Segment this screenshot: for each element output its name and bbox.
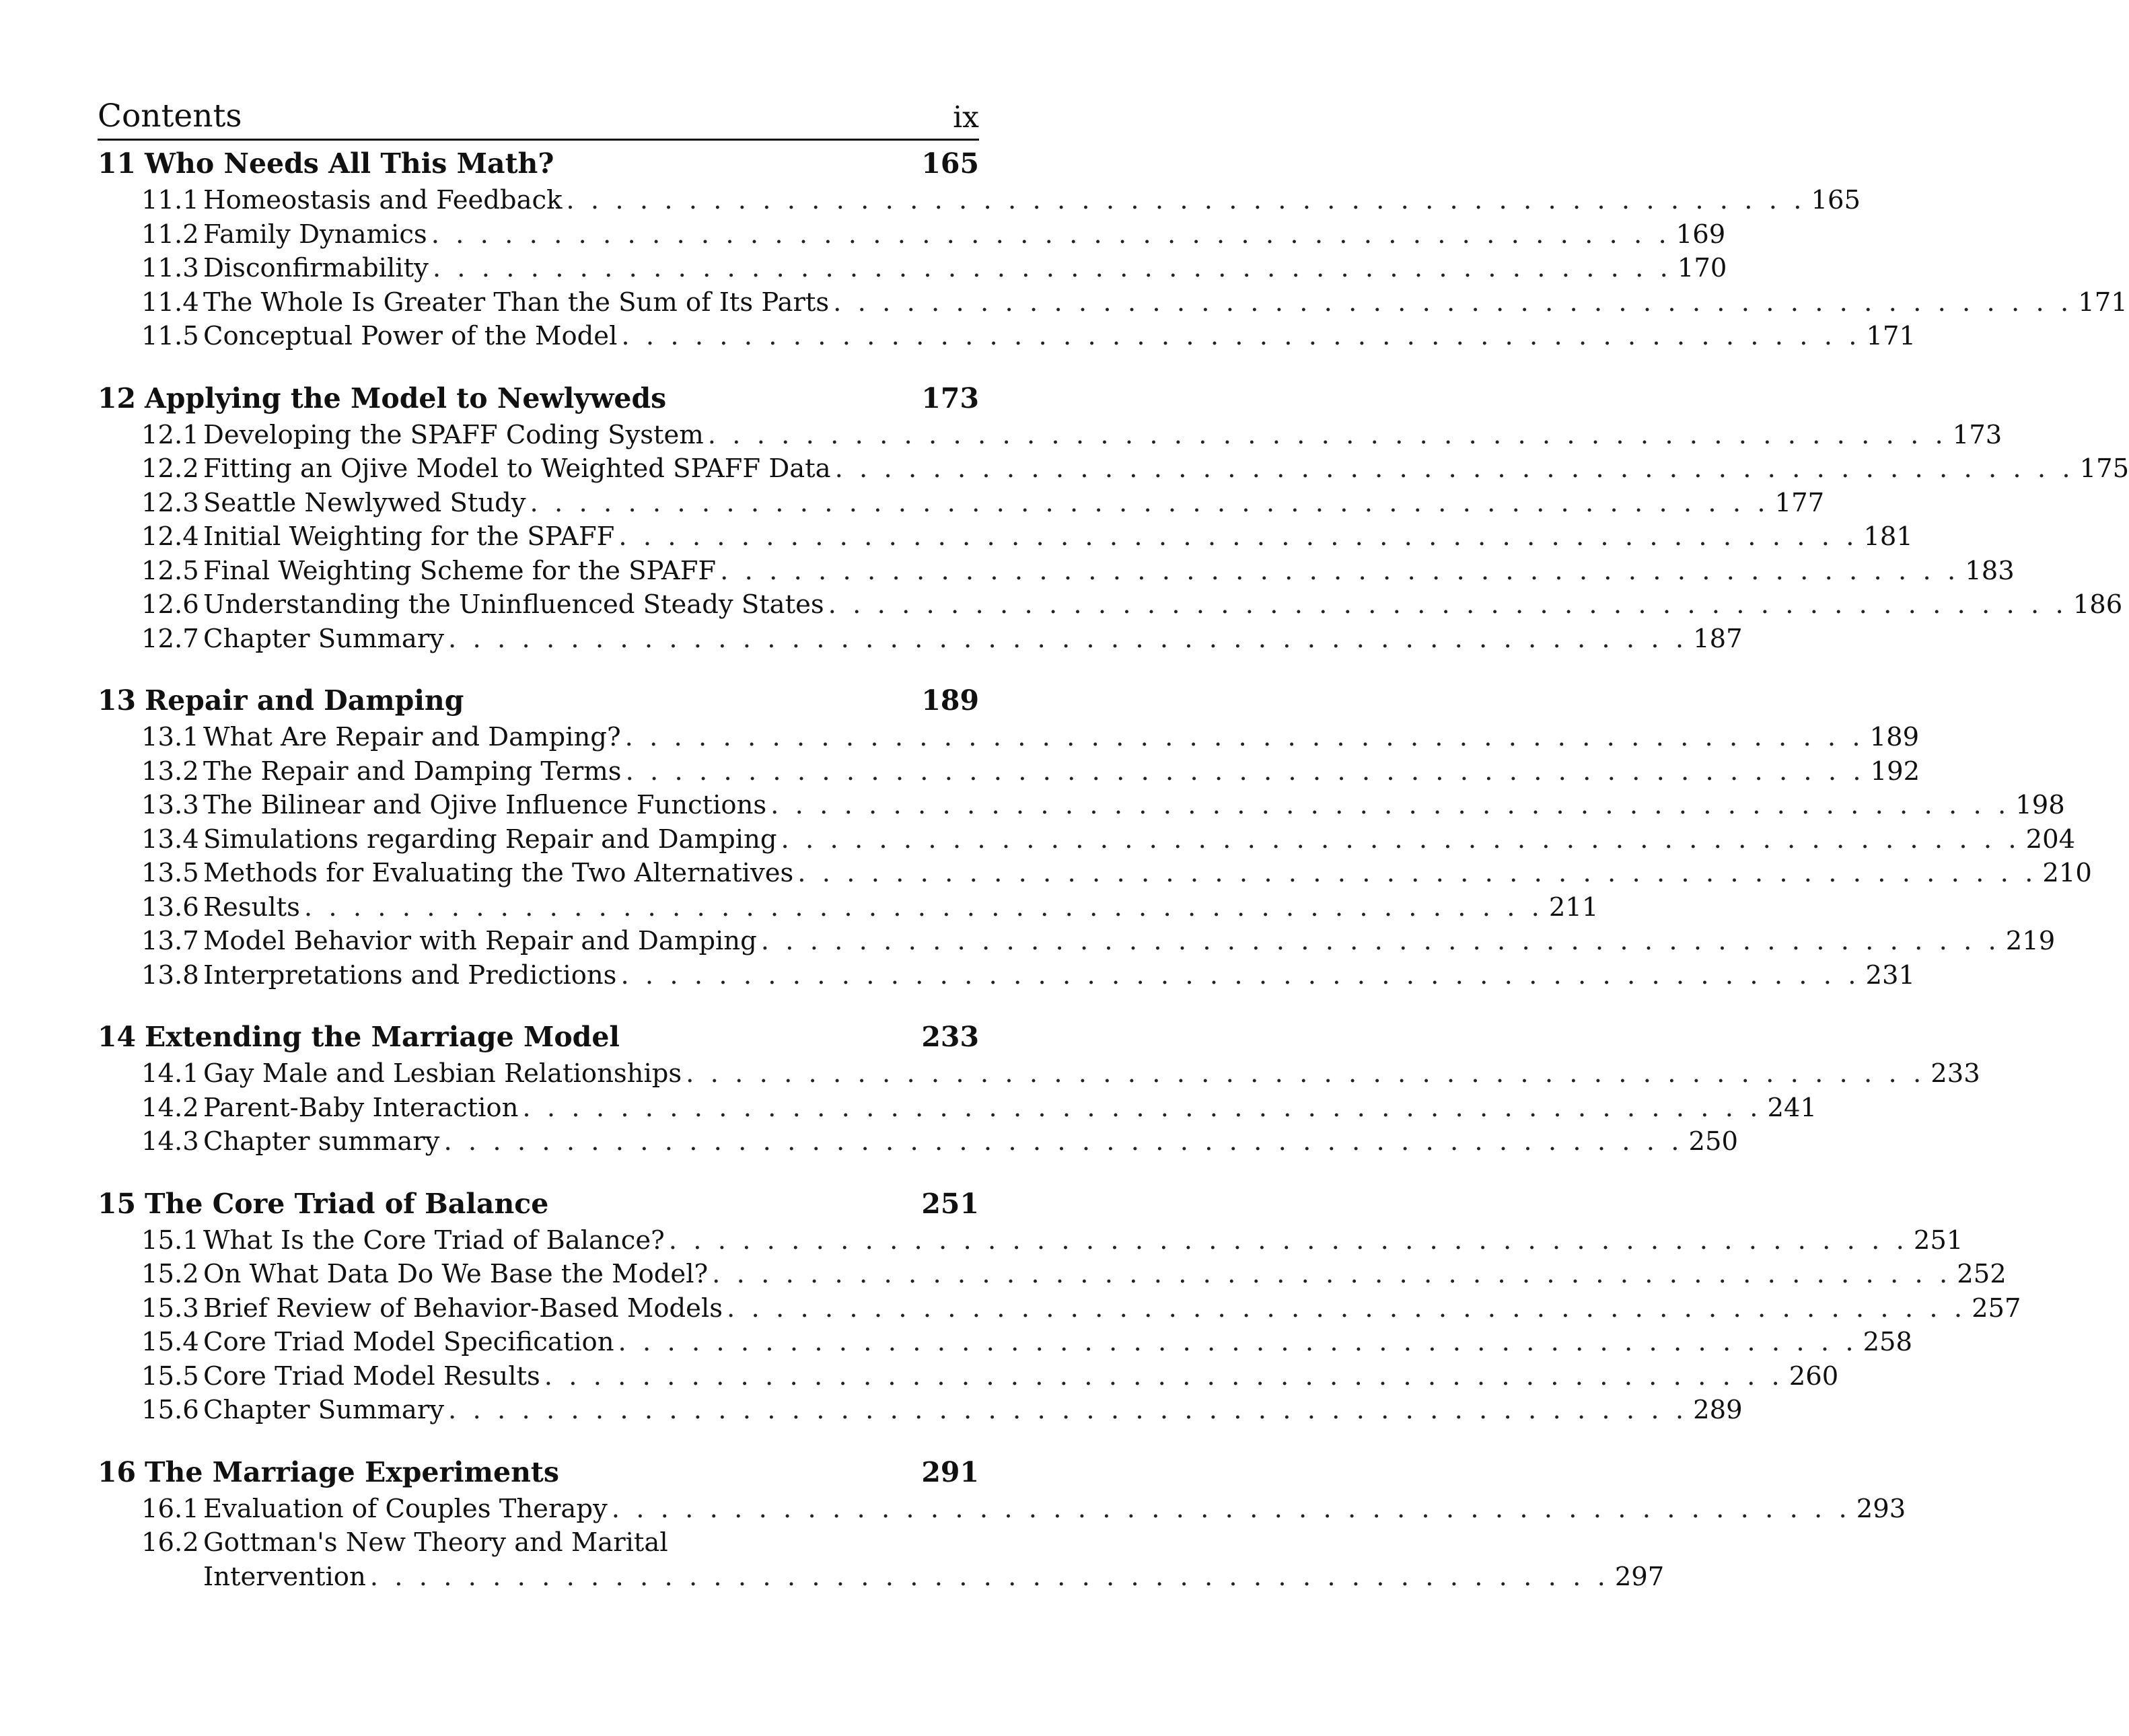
header-title: Contents bbox=[98, 98, 242, 135]
section-entry bbox=[98, 218, 1726, 252]
section-number: 16.1 bbox=[141, 1493, 199, 1524]
section-body bbox=[203, 554, 1965, 589]
section-page: 210 bbox=[2042, 858, 2092, 888]
section-number: 15.4 bbox=[141, 1327, 199, 1357]
section-body bbox=[203, 1560, 1615, 1595]
section-entry bbox=[98, 925, 2056, 959]
section-title: Family Dynamics bbox=[203, 219, 427, 250]
section-body bbox=[203, 789, 2015, 823]
section-page: 189 bbox=[1869, 722, 1920, 752]
dot-leader bbox=[727, 1292, 1966, 1326]
section-title: Chapter Summary bbox=[203, 623, 445, 654]
section-entry bbox=[98, 823, 2076, 857]
dot-leader-text: . . . . . . . . . . . . . . . . . . . . . . . . . . . . . . . . . . . . . . . . . . . . . . . . . . . bbox=[621, 321, 1861, 351]
section-page: 293 bbox=[1856, 1493, 1906, 1524]
dot-leader bbox=[431, 218, 1671, 252]
dot-leader bbox=[566, 184, 1805, 218]
section-title: Homeostasis and Feedback bbox=[203, 185, 563, 215]
section-number: 15.6 bbox=[141, 1395, 199, 1425]
section-entry bbox=[98, 554, 2015, 589]
dot-leader bbox=[708, 419, 1947, 453]
section-title: Final Weighting Scheme for the SPAFF bbox=[203, 555, 717, 586]
chapter-block bbox=[98, 1017, 1980, 1159]
chapter-heading bbox=[98, 1017, 979, 1057]
chapter-title: The Core Triad of Balance bbox=[145, 1187, 549, 1220]
dot-leader-text: . . . . . . . . . . . . . . . . . . . . . . . . . . . . . . . . . . . . . . . . . . . . . . . . . . . bbox=[432, 253, 1672, 283]
section-title: Seattle Newlywed Study bbox=[203, 487, 526, 518]
section-number: 12.3 bbox=[141, 487, 199, 518]
section-entry bbox=[98, 1360, 1839, 1394]
dot-leader-text: . . . . . . . . . . . . . . . . . . . . . . . . . . . . . . . . . . . . . . . . . . . . . . . . . . . bbox=[448, 1395, 1688, 1425]
section-number: 11.1 bbox=[141, 185, 199, 215]
section-body bbox=[203, 1091, 1767, 1126]
section-entry bbox=[98, 419, 2002, 453]
section-entry bbox=[98, 1091, 1817, 1126]
section-body bbox=[203, 1258, 1957, 1292]
section-title: Disconfirmability bbox=[203, 253, 429, 283]
section-number: 14.3 bbox=[141, 1126, 199, 1157]
chapter-block bbox=[98, 378, 2129, 657]
section-number: 12.6 bbox=[141, 589, 199, 620]
dot-leader-text: . . . . . . . . . . . . . . . . . . . . . . . . . . . . . . . . . . . . . . . . . . . . . . . . . . . bbox=[707, 419, 1947, 450]
chapter-number: 16 bbox=[98, 1455, 137, 1488]
dot-leader bbox=[621, 320, 1861, 354]
chapter-number: 12 bbox=[98, 382, 137, 414]
dot-leader-text: . . . . . . . . . . . . . . . . . . . . . . . . . . . . . . . . . . . . . . . . . . . . . . . . . . . bbox=[618, 521, 1859, 552]
chapter-title: Extending the Marriage Model bbox=[145, 1021, 620, 1053]
dot-leader-text: . . . . . . . . . . . . . . . . . . . . . . . . . . . . . . . . . . . . . . . . . . . . . . . . . . . bbox=[760, 926, 2000, 956]
section-page: 187 bbox=[1693, 623, 1743, 654]
dot-leader-text: . . . . . . . . . . . . . . . . . . . . . . . . . . . . . . . . . . . . . . . . . . . . . . . . . . . bbox=[369, 1561, 1610, 1592]
section-entry bbox=[98, 721, 1920, 755]
section-body bbox=[203, 252, 1677, 286]
section-entry bbox=[98, 452, 2129, 486]
section-number: 13.5 bbox=[141, 858, 199, 888]
dot-leader-text: . . . . . . . . . . . . . . . . . . . . . . . . . . . . . . . . . . . . . . . . . . . . . . . . . . . bbox=[625, 756, 1865, 787]
dot-leader bbox=[835, 452, 2074, 486]
section-entry bbox=[98, 252, 1727, 286]
section-body bbox=[203, 588, 2073, 622]
chapter-number: 11 bbox=[98, 147, 137, 180]
chapter-page: 165 bbox=[921, 147, 979, 180]
dot-leader bbox=[612, 1492, 1851, 1527]
section-number: 12.7 bbox=[141, 623, 199, 654]
dot-leader bbox=[686, 1057, 1925, 1091]
dot-leader bbox=[522, 1091, 1762, 1126]
section-page: 169 bbox=[1675, 219, 1726, 250]
dot-leader-text: . . . . . . . . . . . . . . . . . . . . . . . . . . . . . . . . . . . . . . . . . . . . . . . . . . . bbox=[668, 1225, 1908, 1256]
section-number: 12.1 bbox=[141, 419, 199, 450]
section-number: 11.4 bbox=[141, 287, 199, 318]
section-number: 11.3 bbox=[141, 253, 199, 283]
section-page: 171 bbox=[1866, 321, 1916, 351]
section-entry bbox=[98, 1326, 1913, 1360]
dot-leader-text: . . . . . . . . . . . . . . . . . . . . . . . . . . . . . . . . . . . . . . . . . . . . . . . . . . . bbox=[443, 1126, 1684, 1157]
dot-leader bbox=[797, 857, 2037, 891]
section-title: Initial Weighting for the SPAFF bbox=[203, 521, 615, 552]
section-body bbox=[203, 959, 1866, 993]
chapter-number: 14 bbox=[98, 1021, 137, 1053]
section-entry bbox=[98, 857, 2092, 891]
section-title: Model Behavior with Repair and Damping bbox=[203, 926, 757, 956]
section-entry bbox=[98, 1057, 1980, 1091]
section-number: 12.4 bbox=[141, 521, 199, 552]
section-title: Developing the SPAFF Coding System bbox=[203, 419, 704, 450]
chapter-title: Applying the Model to Newlyweds bbox=[145, 382, 667, 414]
section-body bbox=[203, 486, 1775, 521]
chapter-title: Repair and Damping bbox=[145, 684, 464, 717]
section-number: 13.4 bbox=[141, 824, 199, 855]
section-entry bbox=[98, 1258, 2007, 1292]
dot-leader-text: . . . . . . . . . . . . . . . . . . . . . . . . . . . . . . . . . . . . . . . . . . . . . . . . . . . bbox=[624, 722, 1865, 752]
section-title: What Is the Core Triad of Balance? bbox=[203, 1225, 665, 1256]
section-body bbox=[203, 755, 1871, 789]
chapter-heading bbox=[98, 1452, 979, 1492]
chapter-heading bbox=[98, 143, 979, 184]
dot-leader bbox=[620, 959, 1860, 993]
section-entry bbox=[98, 588, 2123, 622]
section-title: Gay Male and Lesbian Relationships bbox=[203, 1058, 682, 1089]
section-entry bbox=[98, 789, 2065, 823]
section-page: 192 bbox=[1870, 756, 1920, 787]
section-body bbox=[203, 857, 2042, 891]
section-entry-continuation bbox=[98, 1560, 1665, 1595]
section-entry bbox=[98, 1224, 1963, 1258]
chapter-heading bbox=[98, 378, 979, 419]
section-body bbox=[203, 1492, 1856, 1527]
dot-leader-text: . . . . . . . . . . . . . . . . . . . . . . . . . . . . . . . . . . . . . . . . . . . . . . . . . . . bbox=[770, 790, 2011, 820]
section-page: 170 bbox=[1677, 253, 1727, 283]
dot-leader bbox=[448, 622, 1688, 657]
chapter-number: 13 bbox=[98, 684, 137, 717]
chapter-title: The Marriage Experiments bbox=[145, 1455, 559, 1488]
section-page: 241 bbox=[1767, 1092, 1817, 1123]
dot-leader-text: . . . . . . . . . . . . . . . . . . . . . . . . . . . . . . . . . . . . . . . . . . . . . . . . . . . bbox=[522, 1092, 1762, 1123]
section-title: The Whole Is Greater Than the Sum of Its Parts bbox=[203, 287, 830, 318]
dot-leader bbox=[304, 891, 1544, 925]
section-entry bbox=[98, 1526, 979, 1560]
section-number: 15.2 bbox=[141, 1259, 199, 1289]
section-title: What Are Repair and Damping? bbox=[203, 722, 621, 752]
section-title: Parent-Baby Interaction bbox=[203, 1092, 519, 1123]
section-entry bbox=[98, 1292, 2021, 1326]
section-body bbox=[203, 218, 1676, 252]
dot-leader bbox=[828, 588, 2068, 622]
dot-leader bbox=[781, 823, 2021, 857]
section-page: 260 bbox=[1789, 1361, 1839, 1391]
dot-leader bbox=[669, 1224, 1908, 1258]
dot-leader-text: . . . . . . . . . . . . . . . . . . . . . . . . . . . . . . . . . . . . . . . . . . . . . . . . . . . bbox=[566, 185, 1806, 215]
toc-page bbox=[98, 94, 2129, 1594]
section-entry bbox=[98, 1125, 1738, 1159]
section-number: 11.2 bbox=[141, 219, 199, 250]
section-number: 13.7 bbox=[141, 926, 199, 956]
section-page: 233 bbox=[1930, 1058, 1980, 1089]
section-page: 204 bbox=[2025, 824, 2076, 855]
section-title: Chapter Summary bbox=[203, 1395, 445, 1425]
chapter-page: 251 bbox=[921, 1187, 979, 1220]
section-title: Evaluation of Couples Therapy bbox=[203, 1493, 608, 1524]
section-title: Brief Review of Behavior-Based Models bbox=[203, 1293, 723, 1324]
section-title: Methods for Evaluating the Two Alternatives bbox=[203, 858, 794, 888]
dot-leader bbox=[761, 925, 2000, 959]
section-page: 252 bbox=[1957, 1259, 2007, 1289]
chapter-page: 173 bbox=[921, 382, 979, 414]
section-entry bbox=[98, 959, 1915, 993]
section-number: 15.5 bbox=[141, 1361, 199, 1391]
section-body bbox=[203, 1526, 979, 1560]
dot-leader-text: . . . . . . . . . . . . . . . . . . . . . . . . . . . . . . . . . . . . . . . . . . . . . . . . . . . bbox=[727, 1293, 1967, 1324]
dot-leader-text: . . . . . . . . . . . . . . . . . . . . . . . . . . . . . . . . . . . . . . . . . . . . . . . . . . . bbox=[544, 1361, 1784, 1391]
section-title: Fitting an Ojive Model to Weighted SPAFF Data bbox=[203, 454, 831, 484]
section-body bbox=[203, 320, 1866, 354]
dot-leader bbox=[618, 520, 1858, 554]
dot-leader-text: . . . . . . . . . . . . . . . . . . . . . . . . . . . . . . . . . . . . . . . . . . . . . . . . . . . bbox=[611, 1493, 1851, 1524]
section-entry bbox=[98, 1492, 1906, 1527]
section-title: The Repair and Damping Terms bbox=[203, 756, 622, 787]
section-entry bbox=[98, 622, 1743, 657]
section-entry bbox=[98, 755, 1920, 789]
dot-leader-text: . . . . . . . . . . . . . . . . . . . . . . . . . . . . . . . . . . . . . . . . . . . . . . . . . . . bbox=[431, 219, 1671, 250]
section-number: 13.1 bbox=[141, 722, 199, 752]
dot-leader bbox=[530, 486, 1770, 521]
section-title: Conceptual Power of the Model bbox=[203, 321, 618, 351]
section-page: 175 bbox=[2079, 454, 2129, 484]
section-number: 13.8 bbox=[141, 960, 199, 990]
section-entry bbox=[98, 520, 1913, 554]
section-number: 12.2 bbox=[141, 454, 199, 484]
dot-leader-text: . . . . . . . . . . . . . . . . . . . . . . . . . . . . . . . . . . . . . . . . . . . . . . . . . . . bbox=[834, 454, 2074, 484]
section-title: Gottman's New Theory and Marital bbox=[203, 1527, 668, 1558]
section-body bbox=[203, 520, 1863, 554]
section-page: 173 bbox=[1952, 419, 2002, 450]
section-page: 231 bbox=[1865, 960, 1915, 990]
section-body bbox=[203, 1057, 1930, 1091]
section-body bbox=[203, 419, 1953, 453]
section-body bbox=[203, 184, 1811, 218]
section-number: 15.1 bbox=[141, 1225, 199, 1256]
section-body bbox=[203, 622, 1693, 657]
dot-leader bbox=[433, 252, 1672, 286]
dot-leader-text: . . . . . . . . . . . . . . . . . . . . . . . . . . . . . . . . . . . . . . . . . . . . . . . . . . . bbox=[781, 824, 2021, 855]
section-number: 16.2 bbox=[141, 1527, 199, 1558]
dot-leader bbox=[720, 554, 1959, 589]
section-title: The Bilinear and Ojive Influence Functions bbox=[203, 790, 767, 820]
chapter-heading bbox=[98, 1184, 979, 1224]
section-title: Chapter summary bbox=[203, 1126, 440, 1157]
section-number: 14.2 bbox=[141, 1092, 199, 1123]
running-header bbox=[98, 94, 979, 141]
section-page: 250 bbox=[1688, 1126, 1738, 1157]
dot-leader bbox=[626, 755, 1865, 789]
dot-leader-text: . . . . . . . . . . . . . . . . . . . . . . . . . . . . . . . . . . . . . . . . . . . . . . . . . . . bbox=[833, 287, 2073, 318]
chapter-title: Who Needs All This Math? bbox=[145, 147, 554, 180]
chapter-block bbox=[98, 1184, 2021, 1428]
section-page: 211 bbox=[1548, 892, 1599, 923]
dot-leader bbox=[625, 721, 1865, 755]
dot-leader-text: . . . . . . . . . . . . . . . . . . . . . . . . . . . . . . . . . . . . . . . . . . . . . . . . . . . bbox=[797, 858, 2037, 888]
section-page: 297 bbox=[1614, 1561, 1665, 1592]
dot-leader bbox=[370, 1560, 1610, 1595]
dot-leader-text: . . . . . . . . . . . . . . . . . . . . . . . . . . . . . . . . . . . . . . . . . . . . . . . . . . . bbox=[530, 487, 1770, 518]
section-page: 186 bbox=[2072, 589, 2123, 620]
section-page: 165 bbox=[1811, 185, 1861, 215]
section-page: 198 bbox=[2015, 790, 2065, 820]
section-body bbox=[203, 1326, 1863, 1360]
dot-leader bbox=[712, 1258, 1951, 1292]
section-title: Core Triad Model Specification bbox=[203, 1327, 614, 1357]
table-of-contents bbox=[98, 143, 2129, 1594]
section-body bbox=[203, 286, 2078, 320]
section-page: 177 bbox=[1774, 487, 1825, 518]
section-number: 15.3 bbox=[141, 1293, 199, 1324]
section-page: 289 bbox=[1693, 1395, 1743, 1425]
chapter-number: 15 bbox=[98, 1187, 137, 1220]
chapter-page: 233 bbox=[921, 1021, 979, 1053]
page-number: ix bbox=[953, 100, 979, 135]
dot-leader-text: . . . . . . . . . . . . . . . . . . . . . . . . . . . . . . . . . . . . . . . . . . . . . . . . . . . bbox=[828, 589, 2068, 620]
section-number: 13.2 bbox=[141, 756, 199, 787]
section-entry bbox=[98, 320, 1916, 354]
section-body bbox=[203, 1125, 1688, 1159]
section-title: Understanding the Uninfluenced Steady States bbox=[203, 589, 824, 620]
dot-leader bbox=[448, 1394, 1688, 1428]
section-page: 257 bbox=[1972, 1293, 2021, 1324]
dot-leader-text: . . . . . . . . . . . . . . . . . . . . . . . . . . . . . . . . . . . . . . . . . . . . . . . . . . . bbox=[712, 1259, 1952, 1289]
section-title: On What Data Do We Base the Model? bbox=[203, 1259, 709, 1289]
section-entry bbox=[98, 286, 2128, 320]
section-page: 183 bbox=[1965, 555, 2015, 586]
section-body bbox=[203, 891, 1549, 925]
section-title: Core Triad Model Results bbox=[203, 1361, 540, 1391]
dot-leader-text: . . . . . . . . . . . . . . . . . . . . . . . . . . . . . . . . . . . . . . . . . . . . . . . . . . . bbox=[720, 555, 1960, 586]
section-body bbox=[203, 721, 1870, 755]
section-entry bbox=[98, 1394, 1743, 1428]
section-entry bbox=[98, 891, 1599, 925]
dot-leader bbox=[443, 1125, 1683, 1159]
dot-leader bbox=[618, 1326, 1858, 1360]
section-title: Interpretations and Predictions bbox=[203, 960, 617, 990]
section-body bbox=[203, 1394, 1693, 1428]
section-page: 251 bbox=[1913, 1225, 1963, 1256]
section-title-continuation: Intervention bbox=[203, 1561, 366, 1592]
section-number: 12.5 bbox=[141, 555, 199, 586]
section-number: 13.6 bbox=[141, 892, 199, 923]
chapter-block bbox=[98, 1452, 1906, 1595]
section-title: Results bbox=[203, 892, 300, 923]
dot-leader-text: . . . . . . . . . . . . . . . . . . . . . . . . . . . . . . . . . . . . . . . . . . . . . . . . . . . bbox=[448, 623, 1688, 654]
section-body bbox=[203, 823, 2026, 857]
chapter-page: 189 bbox=[921, 684, 979, 717]
chapter-block bbox=[98, 680, 2092, 992]
section-page: 171 bbox=[2078, 287, 2128, 318]
dot-leader-text: . . . . . . . . . . . . . . . . . . . . . . . . . . . . . . . . . . . . . . . . . . . . . . . . . . . bbox=[303, 892, 1544, 923]
section-number: 11.5 bbox=[141, 321, 199, 351]
dot-leader bbox=[770, 789, 2010, 823]
section-body bbox=[203, 1360, 1789, 1394]
dot-leader bbox=[833, 286, 2072, 320]
section-entry bbox=[98, 184, 1861, 218]
section-body bbox=[203, 1292, 1972, 1326]
chapter-page: 291 bbox=[921, 1455, 979, 1488]
section-entry bbox=[98, 486, 1825, 521]
section-body bbox=[203, 925, 2006, 959]
chapter-block bbox=[98, 143, 2128, 354]
section-number: 13.3 bbox=[141, 790, 199, 820]
section-page: 181 bbox=[1863, 521, 1913, 552]
section-page: 219 bbox=[2005, 926, 2056, 956]
dot-leader bbox=[544, 1360, 1784, 1394]
section-page: 258 bbox=[1863, 1327, 1913, 1357]
section-body bbox=[203, 452, 2080, 486]
chapter-heading bbox=[98, 680, 979, 721]
dot-leader-text: . . . . . . . . . . . . . . . . . . . . . . . . . . . . . . . . . . . . . . . . . . . . . . . . . . . bbox=[686, 1058, 1926, 1089]
dot-leader-text: . . . . . . . . . . . . . . . . . . . . . . . . . . . . . . . . . . . . . . . . . . . . . . . . . . . bbox=[618, 1327, 1858, 1357]
section-number: 14.1 bbox=[141, 1058, 199, 1089]
dot-leader-text: . . . . . . . . . . . . . . . . . . . . . . . . . . . . . . . . . . . . . . . . . . . . . . . . . . . bbox=[620, 960, 1861, 990]
section-title: Simulations regarding Repair and Damping bbox=[203, 824, 777, 855]
section-body bbox=[203, 1224, 1914, 1258]
